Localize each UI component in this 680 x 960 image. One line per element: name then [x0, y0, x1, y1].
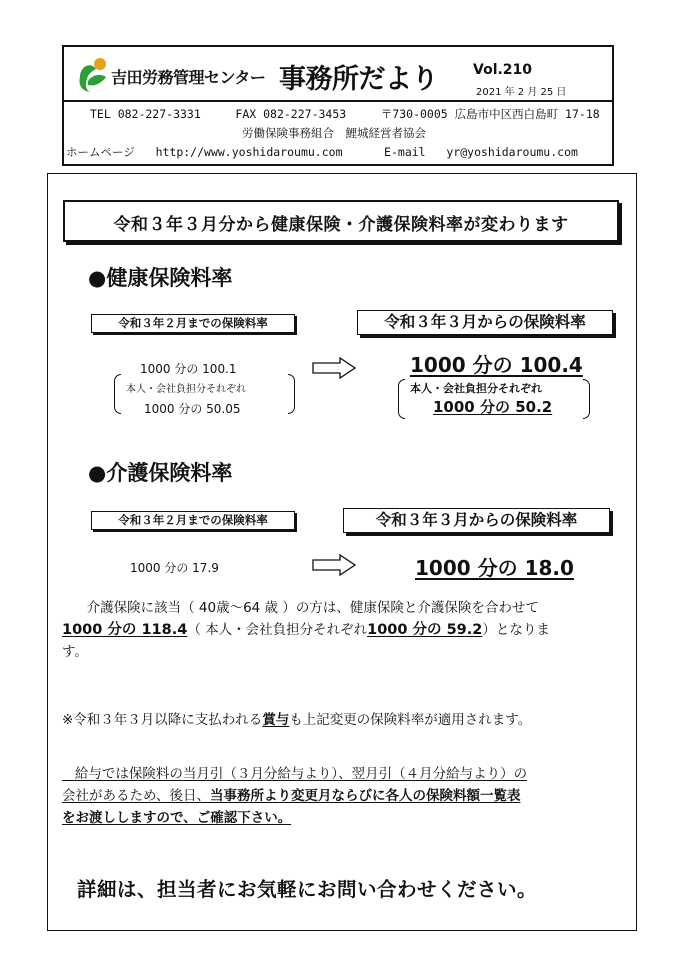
paragraph-2-line-2b: 当事務所より変更月ならびに各人の保険料額一覧表: [209, 788, 521, 804]
health-before-split-label: 本人・会社負担分それぞれ: [126, 384, 246, 395]
care-section-title: ●介護保険料率: [88, 461, 233, 485]
paragraph-1-end: ）となりま: [482, 622, 550, 638]
paragraph-1-line-1: [78, 598, 539, 619]
health-after-rate: 1000 分の 100.4: [410, 353, 583, 377]
care-after-rate: 1000 分の 18.0: [415, 556, 574, 580]
paragraph-2-line-3: をお渡ししますので、ご確認下さい。: [62, 810, 292, 826]
health-after-split: 1000 分の 50.2: [433, 398, 553, 416]
brace-right: [583, 379, 590, 419]
fax: FAX 082-227-3453: [235, 107, 347, 121]
address: 〒730-0005 広島市中区西白島町 17-18: [380, 107, 600, 121]
paragraph-1-line-2: [62, 620, 550, 641]
paragraph-1-line-3: す。: [62, 644, 88, 660]
association: 労働保険事務組合 鯉城経営者協会: [242, 126, 426, 140]
headline-box: [63, 200, 619, 242]
brace-right: [288, 374, 295, 414]
note-suffix: も上記変更の保険料率が適用されます。: [289, 712, 532, 728]
issue-date: 2021 年 2 月 25 日: [476, 87, 567, 98]
header-title-row: [64, 47, 612, 102]
note-prefix: ※令和３年３月以降に支払われる: [62, 712, 263, 728]
health-before-split: 1000 分の 50.05: [144, 402, 241, 416]
leaf-logo-icon: [76, 55, 110, 93]
paragraph-1-text: 介護保険に該当（ 40歳～64 歳 ）の方は、健康保険と介護保険を合わせて: [86, 600, 539, 616]
health-after-split-label: 本人・会社負担分それぞれ: [410, 382, 542, 395]
tel: TEL 082-227-3331: [90, 107, 201, 121]
org-name: 吉田労務管理センター: [111, 68, 266, 87]
homepage-link[interactable]: http://www.yoshidaroumu.com: [155, 145, 343, 159]
split-rate: 1000 分の 59.2: [367, 622, 483, 638]
paragraph-2-line-1: [62, 764, 527, 785]
health-section-title: ●健康保険料率: [88, 266, 233, 290]
headline: 令和３年３月分から健康保険・介護保険料率が変わります: [113, 215, 569, 235]
homepage-label: ホームページ: [66, 145, 135, 159]
care-before-label: 令和３年２月までの保険料率: [91, 511, 295, 530]
contact-line: [90, 106, 600, 122]
volume-number: Vol.210: [473, 62, 533, 78]
arrow-right-icon: [312, 554, 356, 576]
care-before-rate: 1000 分の 17.9: [130, 561, 219, 575]
arrow-right-icon: [312, 357, 356, 379]
email-link[interactable]: yr@yoshidaroumu.com: [446, 145, 578, 159]
newsletter-header: [62, 45, 614, 166]
health-after-label: 令和３年３月からの保険料率: [357, 310, 613, 335]
main-content-frame: [47, 173, 637, 931]
brace-left: [114, 374, 121, 414]
note-bonus: 賞与: [262, 712, 290, 728]
total-rate: 1000 分の 118.4: [62, 622, 188, 638]
health-before-label: 令和３年２月までの保険料率: [91, 314, 295, 333]
health-before-rate: 1000 分の 100.1: [140, 362, 237, 376]
closing-message: 詳細は、担当者にお気軽にお問い合わせください。: [77, 878, 538, 901]
split-label: （ 本人・会社負担分それぞれ: [187, 622, 368, 638]
paragraph-2-line-2a: 会社があるため、後日、: [62, 788, 210, 804]
paragraph-2-text: 給与では保険料の当月引（３月分給与より）、翌月引（４月分給与より）の: [74, 766, 528, 782]
bonus-note: [62, 710, 531, 731]
newsletter-title: 事務所だより: [279, 64, 438, 95]
web-line: [66, 144, 578, 160]
paragraph-2-line-2: [62, 786, 520, 807]
email-label: E-mail: [384, 145, 426, 159]
brace-left: [398, 379, 405, 419]
care-after-label: 令和３年３月からの保険料率: [343, 508, 610, 533]
